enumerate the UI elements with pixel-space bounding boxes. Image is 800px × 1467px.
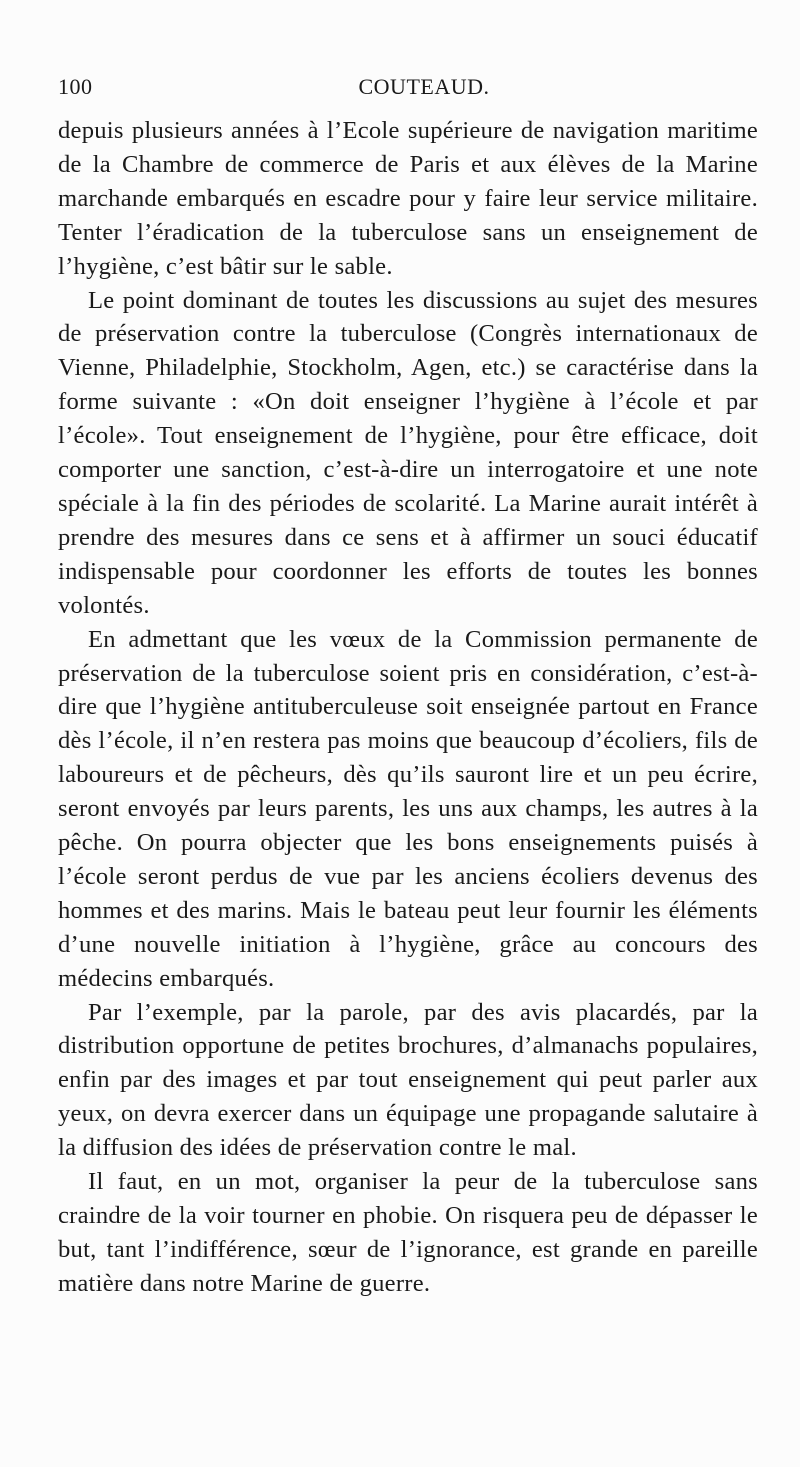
body-text [58, 114, 758, 1301]
page-number: 100 [58, 74, 93, 99]
paragraph: Le point dominant de toutes les discussions au sujet des mesures de préservation contre la tuberculose (Congrès internationaux de Vienne, Philadelphie, Stockholm, Agen, etc.) se caractérise dans la forme suivante : «On doit enseigner l’hygiène à l’école et par l’école». Tout enseignement de l’hygiène, pour être efficace, doit comporter une sanction, c’est-à-dire un interrogatoire et une note spéciale à la fin des périodes de scolarité. La Marine aurait intérêt à prendre des mesures dans ce sens et à affirmer un souci éducatif indispensable pour coordonner les efforts de toutes les bonnes volontés. [58, 286, 758, 619]
paragraph: Par l’exemple, par la parole, par des avis placardés, par la distribution opportune de petites brochures, d’almanachs populaires, enfin par des images et par tout enseignement qui peut parler aux yeux, on devra exercer dans un équipage une propagande salutaire à la diffusion des idées de préservation contre le mal. [58, 998, 758, 1162]
paragraph-continued: depuis plusieurs années à l’Ecole supérieure de navigation maritime de la Chambre de commerce de Paris et aux élèves de la Marine marchande embarqués en escadre pour y faire leur service militaire. Tenter l’éradication de la tuberculose sans un enseignement de l’hygiène, c’est bâtir sur le sable. [58, 117, 758, 280]
page-header [58, 74, 760, 110]
paragraph: En admettant que les vœux de la Commission permanente de préservation de la tuberculose soient pris en considération, c’est-à-dire que l’hygiène antituberculeuse soit enseignée partout en France dès l’école, il n’en restera pas moins que beaucoup d’écoliers, fils de laboureurs et de pêcheurs, dès qu’ils sauront lire et un peu écrire, seront envoyés par leurs parents, les uns aux champs, les autres à la pêche. On pourra objecter que les bons enseignements puisés à l’école seront perdus de vue par les anciens écoliers devenus des hommes et des marins. Mais le bateau peut leur fournir les éléments d’une nouvelle initiation à l’hygiène, grâce au concours des médecins embarqués. [58, 625, 758, 992]
paragraph: Il faut, en un mot, organiser la peur de la tuberculose sans craindre de la voir tourner en phobie. On risquera peu de dépasser le but, tant l’indifférence, sœur de l’ignorance, est grande en pareille matière dans notre Marine de guerre. [58, 1168, 758, 1297]
running-head: COUTEAUD. [358, 74, 490, 99]
